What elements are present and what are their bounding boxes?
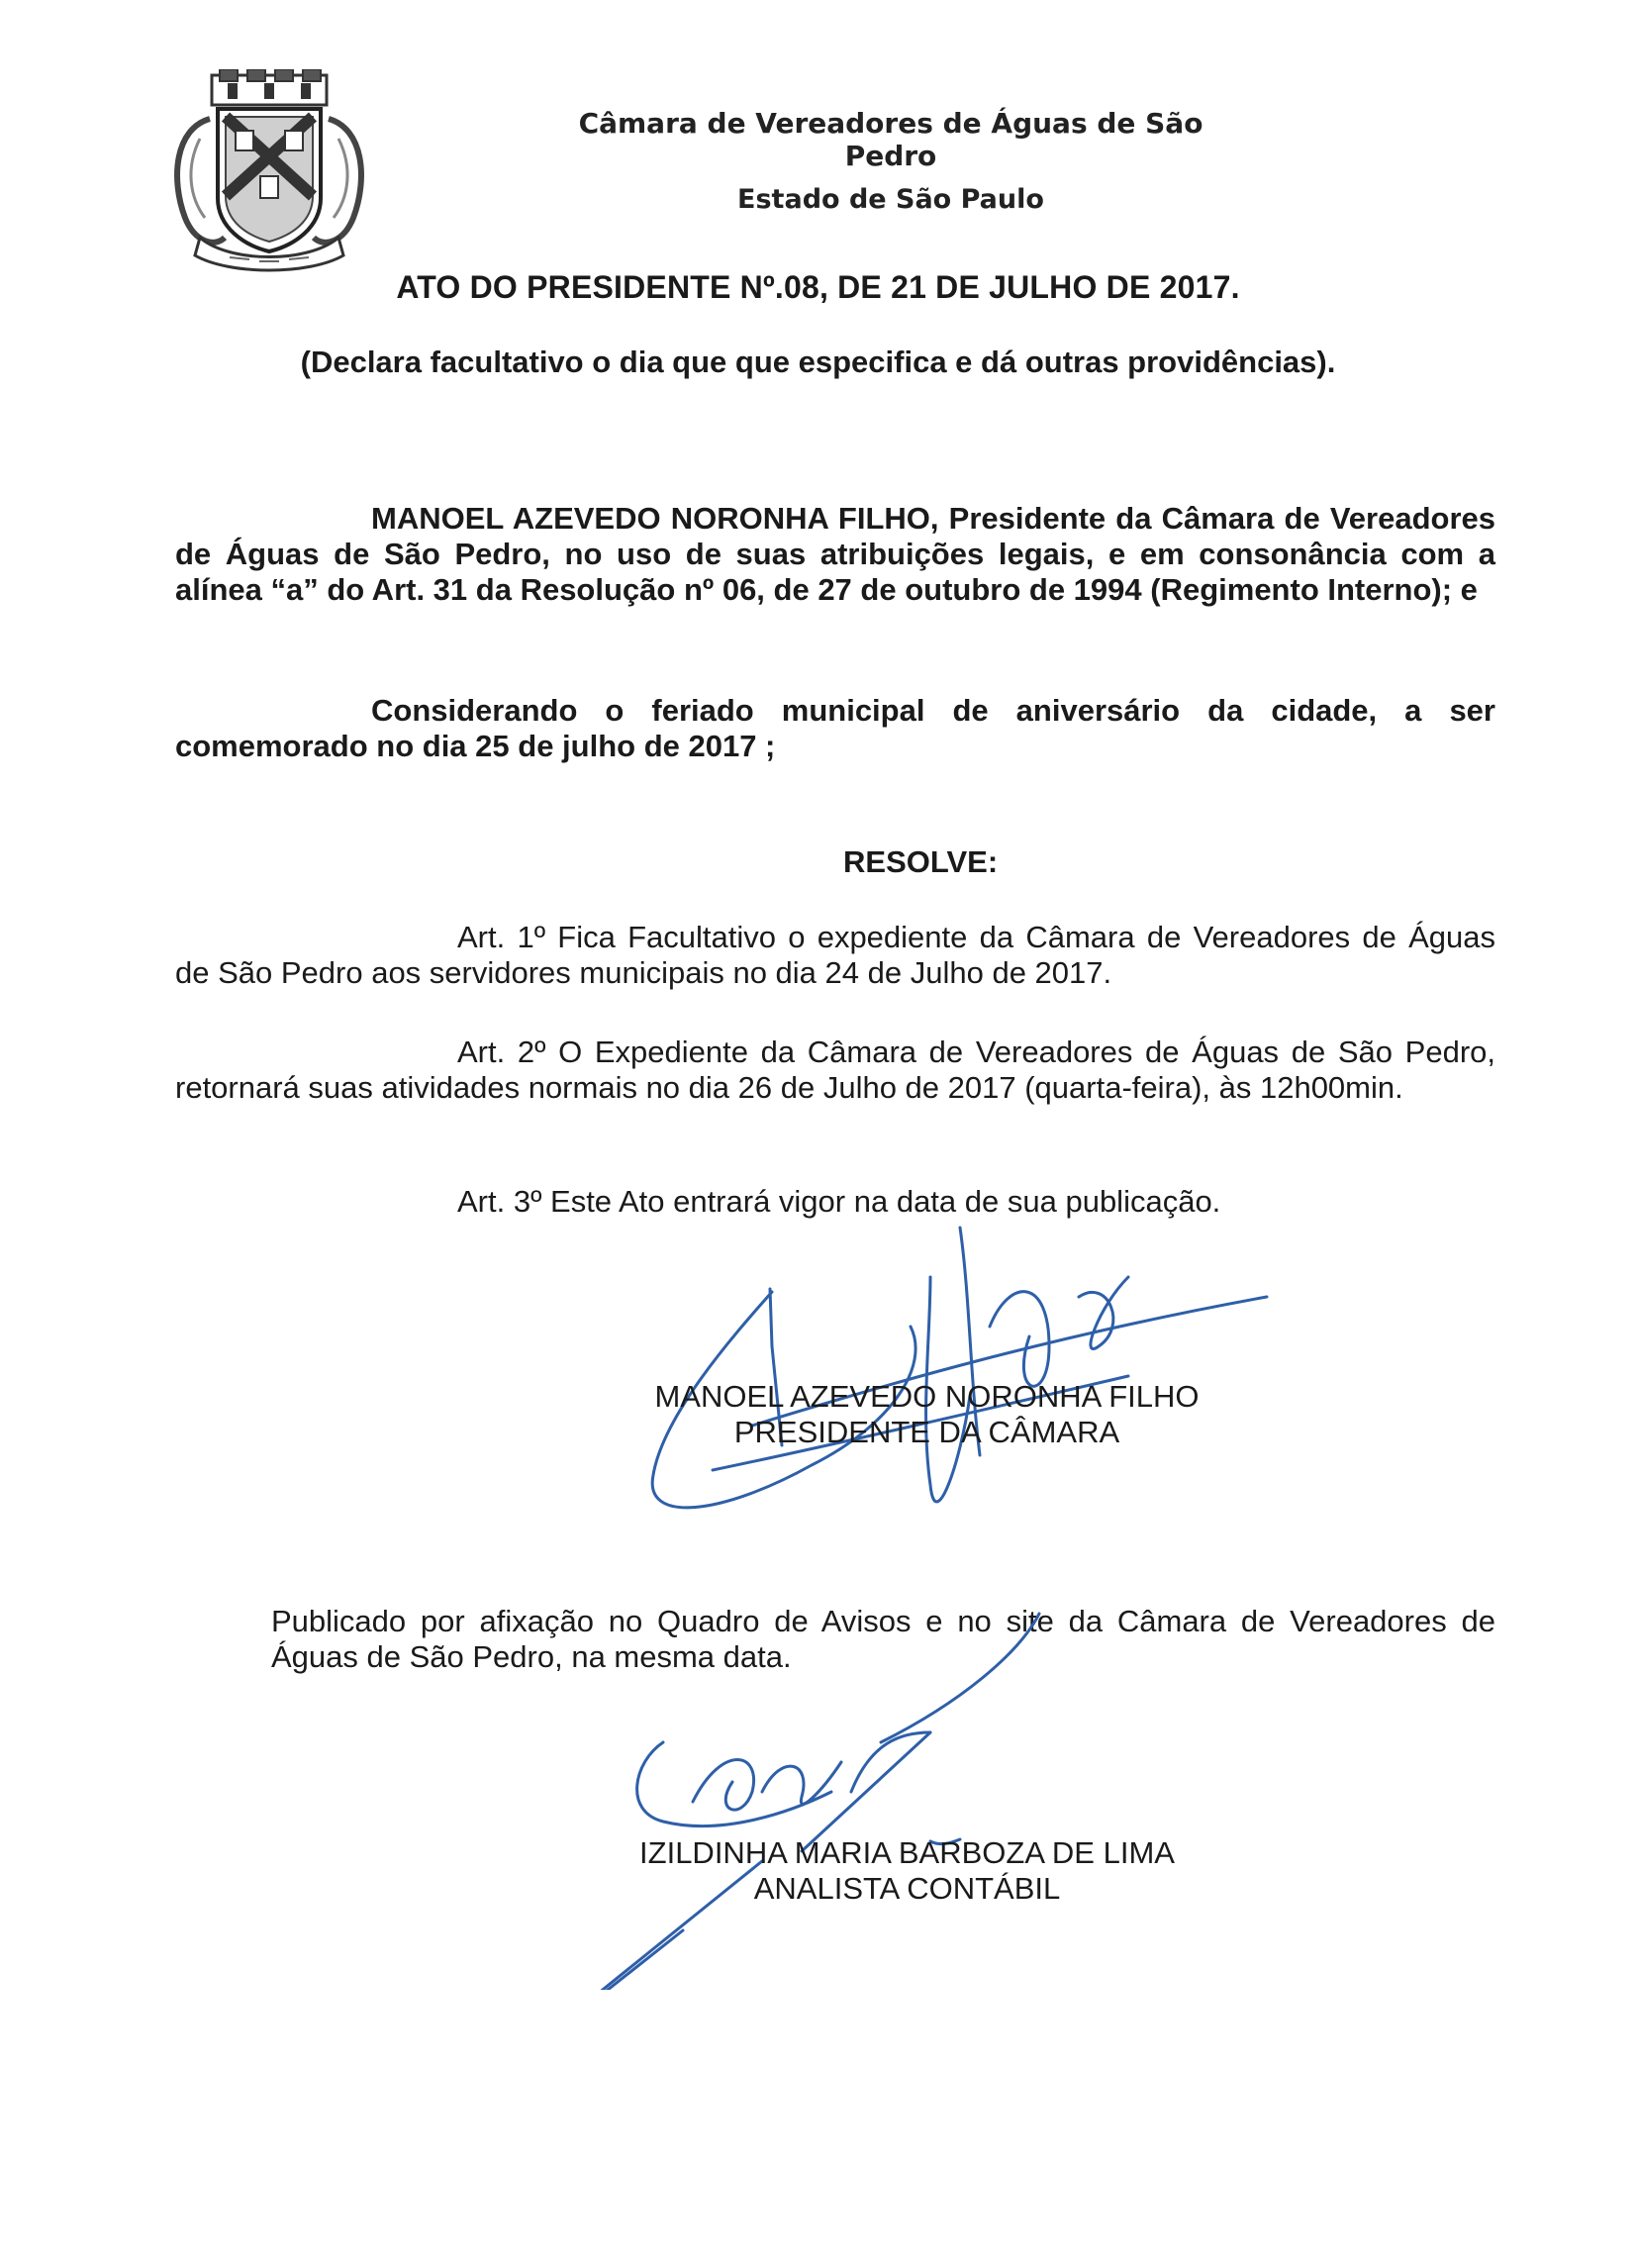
president-signature	[633, 1218, 1287, 1534]
act-title: ATO DO PRESIDENTE Nº.08, DE 21 DE JULHO DE 2017.	[396, 269, 1240, 305]
signatory-2-name: IZILDINHA MARIA BARBOZA DE LIMA	[639, 1835, 1175, 1870]
considering-paragraph: Considerando o feriado municipal de aniversário da cidade, a ser comemorado no dia 25 de julho de 2017 ;	[175, 693, 1495, 763]
publication-note: Publicado por afixação no Quadro de Avisos e no site da Câmara de Vereadores de Águas de São Pedro, na mesma data.	[271, 1604, 1495, 1674]
signatory-2-role: ANALISTA CONTÁBIL	[753, 1871, 1061, 1906]
article-2: Art. 2º O Expediente da Câmara de Vereadores de Águas de São Pedro, retornará suas atividades normais no dia 26 de Julho de 2017 (quarta-feira), às 12h00min.	[175, 1035, 1495, 1105]
signatory-1-block	[109, 1379, 1636, 1450]
preamble-paragraph: MANOEL AZEVEDO NORONHA FILHO, Presidente da Câmara de Vereadores de Águas de São Pedro, no uso de suas atribuições legais, e em consonância com a alínea “a” do Art. 31 da Resolução nº 06, de 27 de outubro de 1994 (Regimento Interno); e	[175, 501, 1495, 607]
signatory-1-name: MANOEL AZEVEDO NORONHA FILHO	[654, 1379, 1200, 1414]
article-1: Art. 1º Fica Facultativo o expediente da Câmara de Vereadores de Águas de São Pedro aos servidores municipais no dia 24 de Julho de 2017.	[175, 920, 1495, 990]
article-3: Art. 3º Este Ato entrará vigor na data de sua publicação.	[457, 1184, 1221, 1219]
signatory-1-role: PRESIDENTE DA CÂMARA	[733, 1415, 1120, 1449]
signatory-2-block	[89, 1835, 1636, 1907]
institution-name: Câmara de Vereadores de Águas de São Pedro	[578, 107, 1203, 172]
municipal-crest-icon	[170, 69, 368, 277]
act-subtitle: (Declara facultativo o dia que que especifica e dá outras providências).	[300, 345, 1336, 379]
state-name: Estado de São Paulo	[737, 184, 1044, 215]
resolve-heading: RESOLVE:	[843, 844, 999, 879]
